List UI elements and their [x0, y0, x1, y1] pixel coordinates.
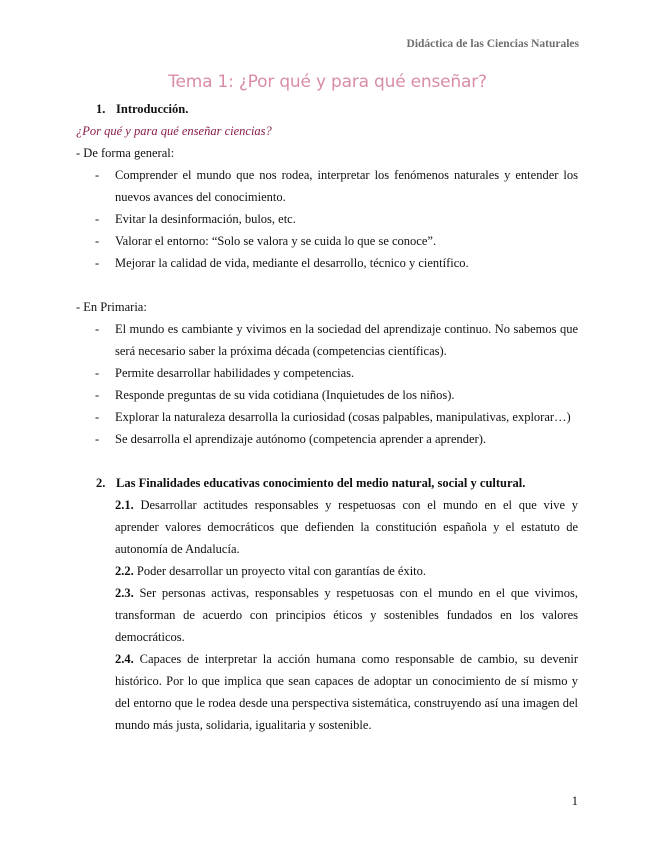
section-2-title: Las Finalidades educativas conocimiento del medio natural, social y cultural.: [116, 476, 526, 490]
section-2-1: 2.1. Desarrollar actitudes responsables y respetuosas con el mundo en el que vive y aprender valores democráticos que defienden la constitución española y el estatuto de autonomía de Andalucía.: [115, 498, 579, 556]
general-list: [76, 164, 578, 274]
spacer: [76, 450, 578, 472]
list-item: - Explorar la naturaleza desarrolla la curiosidad (cosas palpables, manipulativas, explorar…): [95, 410, 571, 424]
document-title: Tema 1: ¿Por qué y para qué enseñar?: [168, 72, 487, 92]
list-item: - Responde preguntas de su vida cotidiana (Inquietudes de los niños).: [95, 388, 455, 402]
section-2-heading: [76, 472, 578, 494]
section-2-4: 2.4. Capaces de interpretar la acción humana como responsable de cambio, su devenir histórico. Por lo que implica que sean capaces de adoptar un conocimiento de sí mismo y del entorno que le rodea desde una perspectiva sistemática, construyendo así una imagen del mundo más justa, solidaria, igualitaria y sostenible.: [115, 652, 578, 732]
general-label: - De forma general:: [76, 146, 175, 160]
list-item: - Permite desarrollar habilidades y competencias.: [95, 366, 355, 380]
section-1-number: 1.: [96, 102, 106, 116]
section-2-number: 2.: [96, 476, 106, 490]
primaria-list: [76, 318, 578, 450]
section-1-title: Introducción.: [116, 102, 189, 116]
list-item: - Valorar el entorno: “Solo se valora y se cuida lo que se conoce”.: [95, 234, 437, 248]
section-2-3: 2.3. Ser personas activas, responsables y respetuosas con el mundo en el que vivimos, transforman de acuerdo con principios éticos y sostenibles fundados en los valores democráticos.: [115, 586, 579, 644]
section-2-2: 2.2. Poder desarrollar un proyecto vital con garantías de éxito.: [115, 564, 427, 578]
list-item: - El mundo es cambiante y vivimos en la sociedad del aprendizaje continuo. No sabemos que será necesario saber la próxima década (competencias científicas).: [95, 322, 578, 358]
list-item: - Evitar la desinformación, bulos, etc.: [95, 212, 296, 226]
page-header: Didáctica de las Ciencias Naturales: [406, 38, 579, 50]
section-1-question: ¿Por qué y para qué enseñar ciencias?: [76, 124, 272, 138]
list-item: - Mejorar la calidad de vida, mediante el desarrollo, técnico y científico.: [95, 256, 469, 270]
page-number: 1: [571, 794, 578, 808]
document-body: [76, 98, 578, 736]
list-item: - Se desarrolla el aprendizaje autónomo (competencia aprender a aprender).: [95, 432, 486, 446]
list-item: - Comprender el mundo que nos rodea, interpretar los fenómenos naturales y entender los nuevos avances del conocimiento.: [95, 168, 578, 204]
primaria-label: - En Primaria:: [76, 300, 147, 314]
spacer: [76, 274, 578, 296]
section-1-heading: [76, 98, 578, 120]
